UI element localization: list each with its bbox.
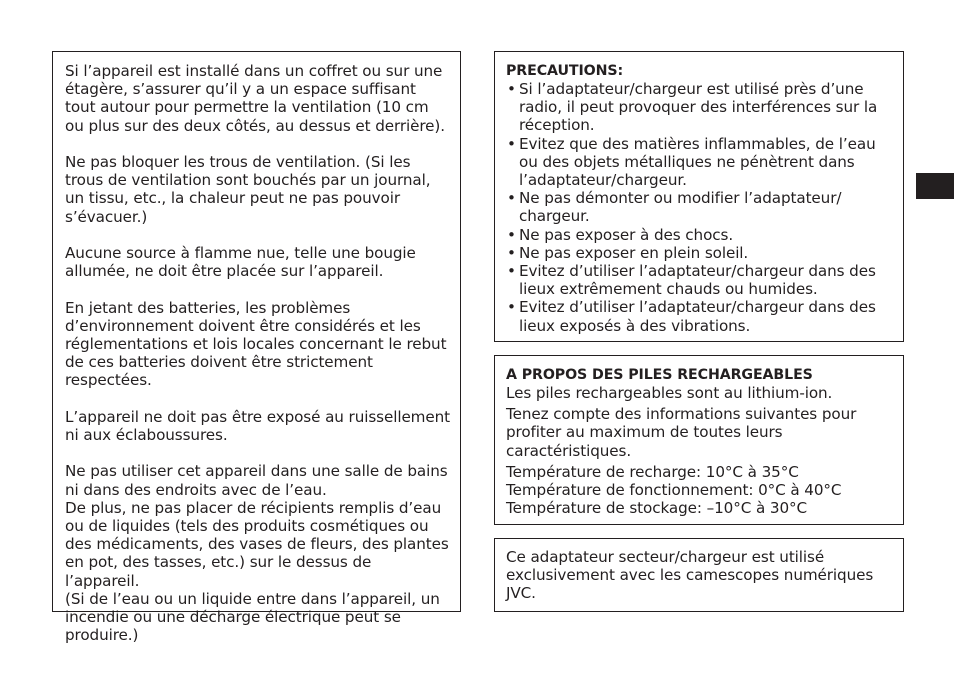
charge-temperature-text: Température de recharge: 10°C à 35°C bbox=[506, 462, 799, 481]
precautions-list bbox=[506, 80, 895, 335]
dripping-splashing-paragraph: L’appareil ne doit pas être exposé au ruissellement ni aux éclaboussures. bbox=[65, 407, 451, 444]
list-item: • Ne pas démonter ou modifier l’adaptateur/ chargeur. bbox=[507, 189, 842, 226]
battery-disposal-paragraph: En jetant des batteries, les problèmes d’environnement doivent être considérés et les réglementations et lois locales concernant le rebut de ces batteries doivent être strictement respectées. bbox=[65, 298, 447, 390]
list-item: • Evitez que des matières inflammables, de l’eau ou des objets métalliques ne pénètrent dans l’adaptateur/chargeur. bbox=[507, 134, 876, 190]
list-item: • Ne pas exposer en plein soleil. bbox=[507, 243, 749, 262]
rechargeable-batteries-box bbox=[494, 355, 904, 525]
bullet-icon: • bbox=[507, 134, 516, 153]
adapter-note-text: Ce adaptateur secteur/chargeur est utilisé exclusivement avec les camescopes numériques JVC. bbox=[506, 548, 874, 603]
installation-paragraph: Si l’appareil est installé dans un coffret ou sur une étagère, s’assurer qu’il y a un espace suffisant tout autour pour permettre la ventilation (10 cm ou plus sur des deux côtés, au dessus et derrière). bbox=[65, 62, 445, 135]
list-item: • Evitez d’utiliser l’adaptateur/chargeur dans des lieux exposés à des vibrations. bbox=[507, 298, 876, 335]
precautions-box bbox=[494, 51, 904, 342]
liquid-containers-paragraph: De plus, ne pas placer de récipients remplis d’eau ou de liquides (tels des produits cosmétiques ou des médicaments, des vases de fleurs, des plantes en pot, des tasses, etc.) sur le dessus de l’appareil. bbox=[65, 498, 449, 590]
batteries-heading: A PROPOS DES PILES RECHARGEABLES bbox=[506, 367, 813, 383]
storage-temperature-text: Température de stockage: –10°C à 30°C bbox=[506, 499, 808, 518]
bullet-icon: • bbox=[507, 225, 516, 244]
list-item: • Si l’adaptateur/chargeur est utilisé près d’une radio, il peut provoquer des interférences sur la réception. bbox=[507, 80, 878, 135]
bullet-icon: • bbox=[507, 80, 516, 98]
ventilation-safety-box bbox=[52, 51, 461, 645]
ventilation-holes-paragraph: Ne pas bloquer les trous de ventilation. (Si les trous de ventilation sont bouchés par un journal, un tissu, etc., la chaleur peut ne pas pouvoir s’évacuer.) bbox=[65, 153, 431, 226]
precautions-heading: PRECAUTIONS: bbox=[506, 63, 624, 79]
bullet-icon: • bbox=[507, 189, 516, 208]
bullet-icon: • bbox=[507, 243, 516, 262]
section-tab-marker bbox=[916, 173, 954, 199]
open-flame-paragraph: Aucune source à flamme nue, telle une bougie allumée, ne doit être placée sur l’appareil. bbox=[65, 244, 416, 281]
adapter-note-box bbox=[494, 538, 904, 612]
battery-type-text: Les piles rechargeables sont au lithium-ion. bbox=[506, 384, 833, 402]
bathroom-paragraph: Ne pas utiliser cet appareil dans une salle de bains ni dans des endroits avec de l’eau. bbox=[65, 462, 448, 499]
bullet-icon: • bbox=[507, 298, 516, 317]
battery-advice-text: Tenez compte des informations suivantes pour profiter au maximum de toutes leurs caractéristiques. bbox=[506, 405, 857, 460]
operating-temperature-text: Température de fonctionnement: 0°C à 40°C bbox=[506, 481, 842, 500]
list-item: • Evitez d’utiliser l’adaptateur/chargeur dans des lieux extrêmement chauds ou humides. bbox=[507, 262, 876, 299]
bullet-icon: • bbox=[507, 262, 516, 281]
fire-shock-paragraph: (Si de l’eau ou un liquide entre dans l’appareil, un incendie ou une décharge électrique peut se produire.) bbox=[65, 589, 440, 645]
list-item: • Ne pas exposer à des chocs. bbox=[507, 225, 734, 244]
